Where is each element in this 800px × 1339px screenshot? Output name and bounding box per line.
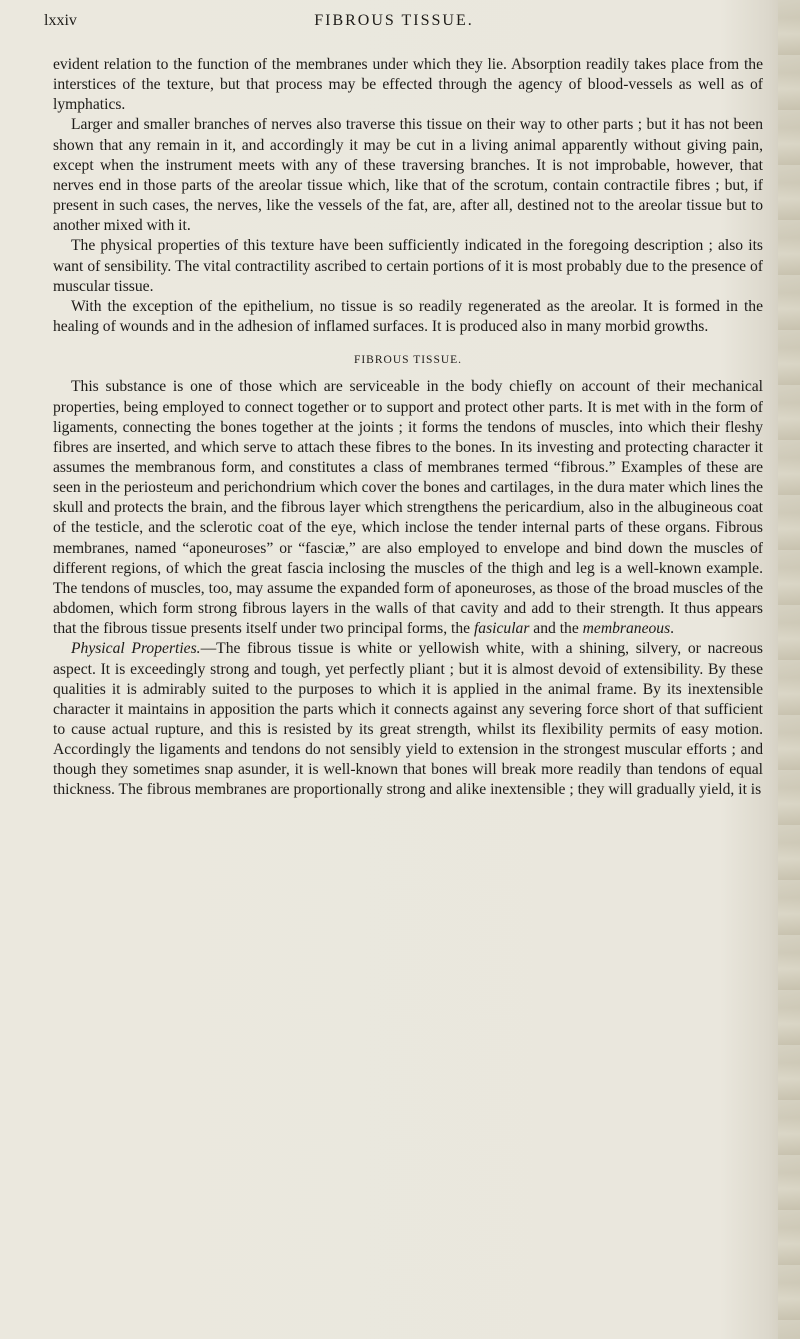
paragraph-text: This substance is one of those which are serviceable in the body chiefly on account of their mechanical properties, being employed to connect together or to support and protect other parts. It is met with in the form of ligaments, connecting the bones together at the joints ; it forms the tendons of muscles, into which their fleshy fibres are inserted, and which serve to attach these fibres to the bones. In its investing and protecting character it assumes the membranous form, and constitutes a class of membranes termed “fibrous.” Examples of these are seen in the periosteum and perichondrium which cover the bones and cartilages, in the dura mater which lines the skull and protects the brain, and the fibrous layer which strengthens the pericardium, also in the albugineous coat of the testicle, and the sclerotic coat of the eye, which inclose the tender internal parts of these organs. Fibrous membranes, named “aponeuroses” or “fasciæ,” are also employed to envelope and bind down the muscles of different regions, of which the great fascia inclosing the muscles of the thigh and leg is a well-known example. The tendons of muscles, too, may assume the expanded form of aponeuroses, as those of the broad muscles of the abdomen, which form strong fibrous layers in the walls of that cavity and add to their strength. It thus appears that the fibrous tissue presents itself under two principal forms, the <box>53 378 763 638</box>
page-header <box>44 12 744 42</box>
paragraph <box>53 639 763 800</box>
paragraph: The physical properties of this texture have been sufficiently indicated in the foregoing description ; also its want of sensibility. The vital contractility ascribed to certain portions of it is most probably due to the presence of muscular tissue. <box>53 237 763 295</box>
paragraph <box>53 377 763 639</box>
italic-term: fasicular <box>473 620 530 638</box>
paragraph-text: and the <box>529 620 583 638</box>
page-edge-shadow <box>778 0 800 1339</box>
paragraph-text: . <box>670 620 675 638</box>
paragraph: With the exception of the epithelium, no tissue is so readily regenerated as the areolar. It is formed in the healing of wounds and in the adhesion of inflamed surfaces. It is produced also in many morbid growths. <box>53 297 763 336</box>
page-body <box>53 55 763 801</box>
subsection-lead: Physical Properties. <box>71 640 201 658</box>
section-heading: FIBROUS TISSUE. <box>353 354 463 367</box>
paragraph-text: —The fibrous tissue is white or yellowish white, with a shining, silvery, or nacreous aspect. It is exceedingly strong and tough, yet perfectly pliant ; but it is almost devoid of extensibility. By these qualities it is admirably suited to the purposes to which it is applied in the animal frame. By its inextensible character it maintains in apposition the parts which it connects against any severing force short of that sufficient to cause actual rupture, and this is resisted by its great strength, whilst its flexibility permits of easy motion. Accordingly the ligaments and tendons do not sensibly yield to extension in the strongest muscular efforts ; and though they sometimes snap asunder, it is well-known that bones will break more readily than tendons of equal thickness. The fibrous membranes are proportionally strong and alike inextensible ; they will gradually yield, it is <box>53 640 763 799</box>
running-title: FIBROUS TISSUE. <box>314 12 474 29</box>
paragraph: Larger and smaller branches of nerves also traverse this tissue on their way to other parts ; but it has not been shown that any remain in it, and accordingly it may be cut in a living animal apparently without giving pain, except when the instrument meets with any of these traversing branches. It is not improbable, however, that nerves end in those parts of the areolar tissue which, like that of the scrotum, contain contractile fibres ; but, if present in such cases, the nerves, like the vessels of the fat, are, after all, destined not to the areolar tissue but to another mixed with it. <box>53 116 763 235</box>
italic-term: membraneous <box>582 620 671 638</box>
paragraph: evident relation to the function of the membranes under which they lie. Absorption readily takes place from the interstices of the texture, but that process may be effected through the agency of blood-vessels as well as of lymphatics. <box>53 56 763 114</box>
page-number: lxxiv <box>44 12 77 29</box>
